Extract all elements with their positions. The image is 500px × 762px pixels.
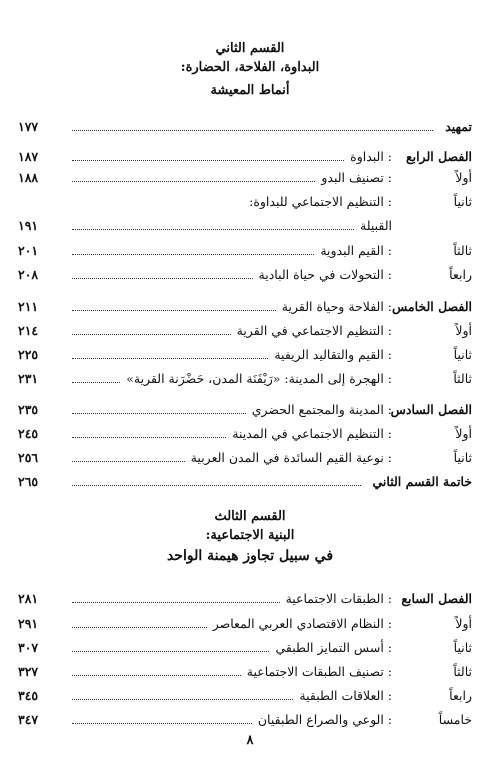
dot-leader (72, 310, 276, 311)
toc-entry-chapter7[interactable] (18, 588, 472, 608)
entry-label: ثالثاً (453, 242, 472, 258)
entry-text: : التنظيم الاجتماعي في المدينة (232, 425, 392, 441)
toc-entry-chapter4[interactable] (18, 146, 472, 166)
dot-leader (72, 485, 361, 486)
entry-label: ثانياً (453, 449, 472, 465)
part2-title: القسم الثاني (215, 41, 285, 56)
page-number: ٨ (246, 733, 254, 748)
entry-label: ثالثاً (453, 663, 472, 679)
part2-subtitle2: أنماط المعيشة (210, 83, 290, 98)
dot-leader (72, 358, 268, 359)
part3-subtitle: البنية الاجتماعية: (205, 528, 295, 543)
dot-leader (72, 130, 433, 131)
entry-text: : الطبقات الاجتماعية (285, 590, 392, 606)
toc-entry[interactable] (18, 685, 472, 705)
part2-subtitle: البداوة، الفلاحة، الحضارة: (180, 60, 320, 75)
toc-entry[interactable] (18, 344, 472, 364)
toc-entry[interactable] (18, 661, 472, 681)
dot-leader (72, 651, 269, 652)
entry-page: ٢٥٦ (18, 449, 39, 465)
entry-label: الفصل الخامس (391, 298, 472, 314)
part3-subtitle2: في سبيل تجاوز هيمنة الواحد (166, 548, 334, 564)
dot-leader (72, 723, 252, 724)
toc-entry[interactable] (18, 191, 472, 211)
entry-page: ٢٦٥ (18, 473, 39, 489)
dot-leader (72, 334, 231, 335)
toc-entry[interactable] (18, 240, 472, 260)
dot-leader (72, 413, 246, 414)
entry-label: ثانياً (453, 193, 472, 209)
entry-text: : الهجرة إلى المدينة: «رَيْفَنَة المدن، حَضْرَنة القرية» (126, 370, 392, 386)
entry-text: : أسس التمايز الطبقي (275, 639, 392, 655)
toc-entry[interactable] (18, 709, 472, 729)
entry-label: الفصل السادس (390, 401, 472, 417)
entry-label: أولاً (455, 615, 472, 631)
entry-page: ٢٩١ (18, 615, 39, 631)
toc-entry[interactable] (18, 264, 472, 284)
entry-text: : تصنيف البدو (321, 169, 392, 185)
dot-leader (72, 160, 344, 161)
entry-text: : القيم البدوية (320, 242, 392, 258)
entry-text: القبيلة (360, 217, 392, 233)
entry-page: ٢٠١ (18, 242, 39, 258)
toc-entry[interactable] (18, 167, 472, 187)
entry-text: : نوعية القيم السائدة في المدن العربية (190, 449, 392, 465)
entry-page: ٣٤٥ (18, 687, 39, 703)
entry-text: : النظام الاقتصادي العربي المعاصر (212, 615, 392, 631)
toc-entry[interactable] (18, 613, 472, 633)
entry-label: خاتمة القسم الثاني (372, 473, 472, 489)
dot-leader (72, 627, 207, 628)
entry-page: ٢٢٥ (18, 346, 39, 362)
entry-page: ١٨٨ (18, 169, 39, 185)
entry-page: ٣٤٧ (18, 711, 39, 727)
dot-leader (72, 675, 241, 676)
entry-text: : التنظيم الاجتماعي للبداوة: (249, 193, 392, 209)
toc-entry[interactable] (18, 423, 472, 443)
entry-label: الفصل السابع (401, 590, 472, 606)
toc-entry-chapter5[interactable] (18, 296, 472, 316)
toc-entry-intro[interactable] (18, 116, 472, 136)
toc-entry[interactable] (18, 320, 472, 340)
dot-leader (72, 437, 226, 438)
entry-page: ٣٠٧ (18, 639, 39, 655)
entry-text: : العلاقات الطبقية (299, 687, 392, 703)
dot-leader (72, 699, 293, 700)
entry-page: ٢٨١ (18, 590, 39, 606)
entry-page: ٢٤٥ (18, 425, 39, 441)
dot-leader (72, 229, 354, 230)
entry-page: ٣٢٧ (18, 663, 39, 679)
toc-entry[interactable] (18, 368, 472, 388)
dot-leader (72, 382, 120, 383)
entry-page: ٢٣٥ (18, 401, 39, 417)
entry-text: : تصنيف الطبقات الاجتماعية (246, 663, 392, 679)
entry-label: ثانياً (453, 346, 472, 362)
dot-leader (72, 181, 315, 182)
dot-leader (72, 254, 314, 255)
entry-label: ثانياً (453, 639, 472, 655)
entry-text: : التحولات في حياة البادية (258, 266, 392, 282)
entry-page: ٢١١ (18, 298, 39, 314)
entry-label: أولاً (455, 322, 472, 338)
entry-label: خامساً (438, 711, 472, 727)
entry-label: تمهيد (445, 118, 472, 134)
dot-leader (72, 461, 185, 462)
entry-text: : القيم والتقاليد الريفية (274, 346, 392, 362)
entry-label: الفصل الرابع (405, 148, 472, 164)
dot-leader (72, 278, 253, 279)
entry-text: : المدينة والمجتمع الحضري (251, 401, 392, 417)
entry-text: : البداوة (350, 148, 392, 164)
entry-page: ٢١٤ (18, 322, 39, 338)
dot-leader (72, 602, 280, 603)
entry-page: ١٧٧ (18, 118, 39, 134)
toc-entry-conclusion[interactable] (18, 471, 472, 491)
entry-text: : الوعي والصراع الطبقيان (257, 711, 392, 727)
entry-page: ٢٠٨ (18, 266, 39, 282)
entry-label: أولاً (455, 169, 472, 185)
toc-entry-chapter6[interactable] (18, 399, 472, 419)
entry-text: : الفلاحة وحياة القرية (281, 298, 392, 314)
entry-label: أولاً (455, 425, 472, 441)
entry-page: ١٨٧ (18, 148, 39, 164)
entry-label: رابعاً (449, 687, 472, 703)
entry-label: ثالثاً (453, 370, 472, 386)
entry-page: ٢٣١ (18, 370, 39, 386)
part3-title: القسم الثالث (214, 509, 286, 524)
toc-entry[interactable] (18, 637, 472, 657)
entry-page: ١٩١ (18, 217, 39, 233)
toc-entry[interactable] (18, 447, 472, 467)
entry-text: : التنظيم الاجتماعي في القرية (236, 322, 392, 338)
toc-entry[interactable] (18, 215, 472, 235)
entry-label: رابعاً (449, 266, 472, 282)
